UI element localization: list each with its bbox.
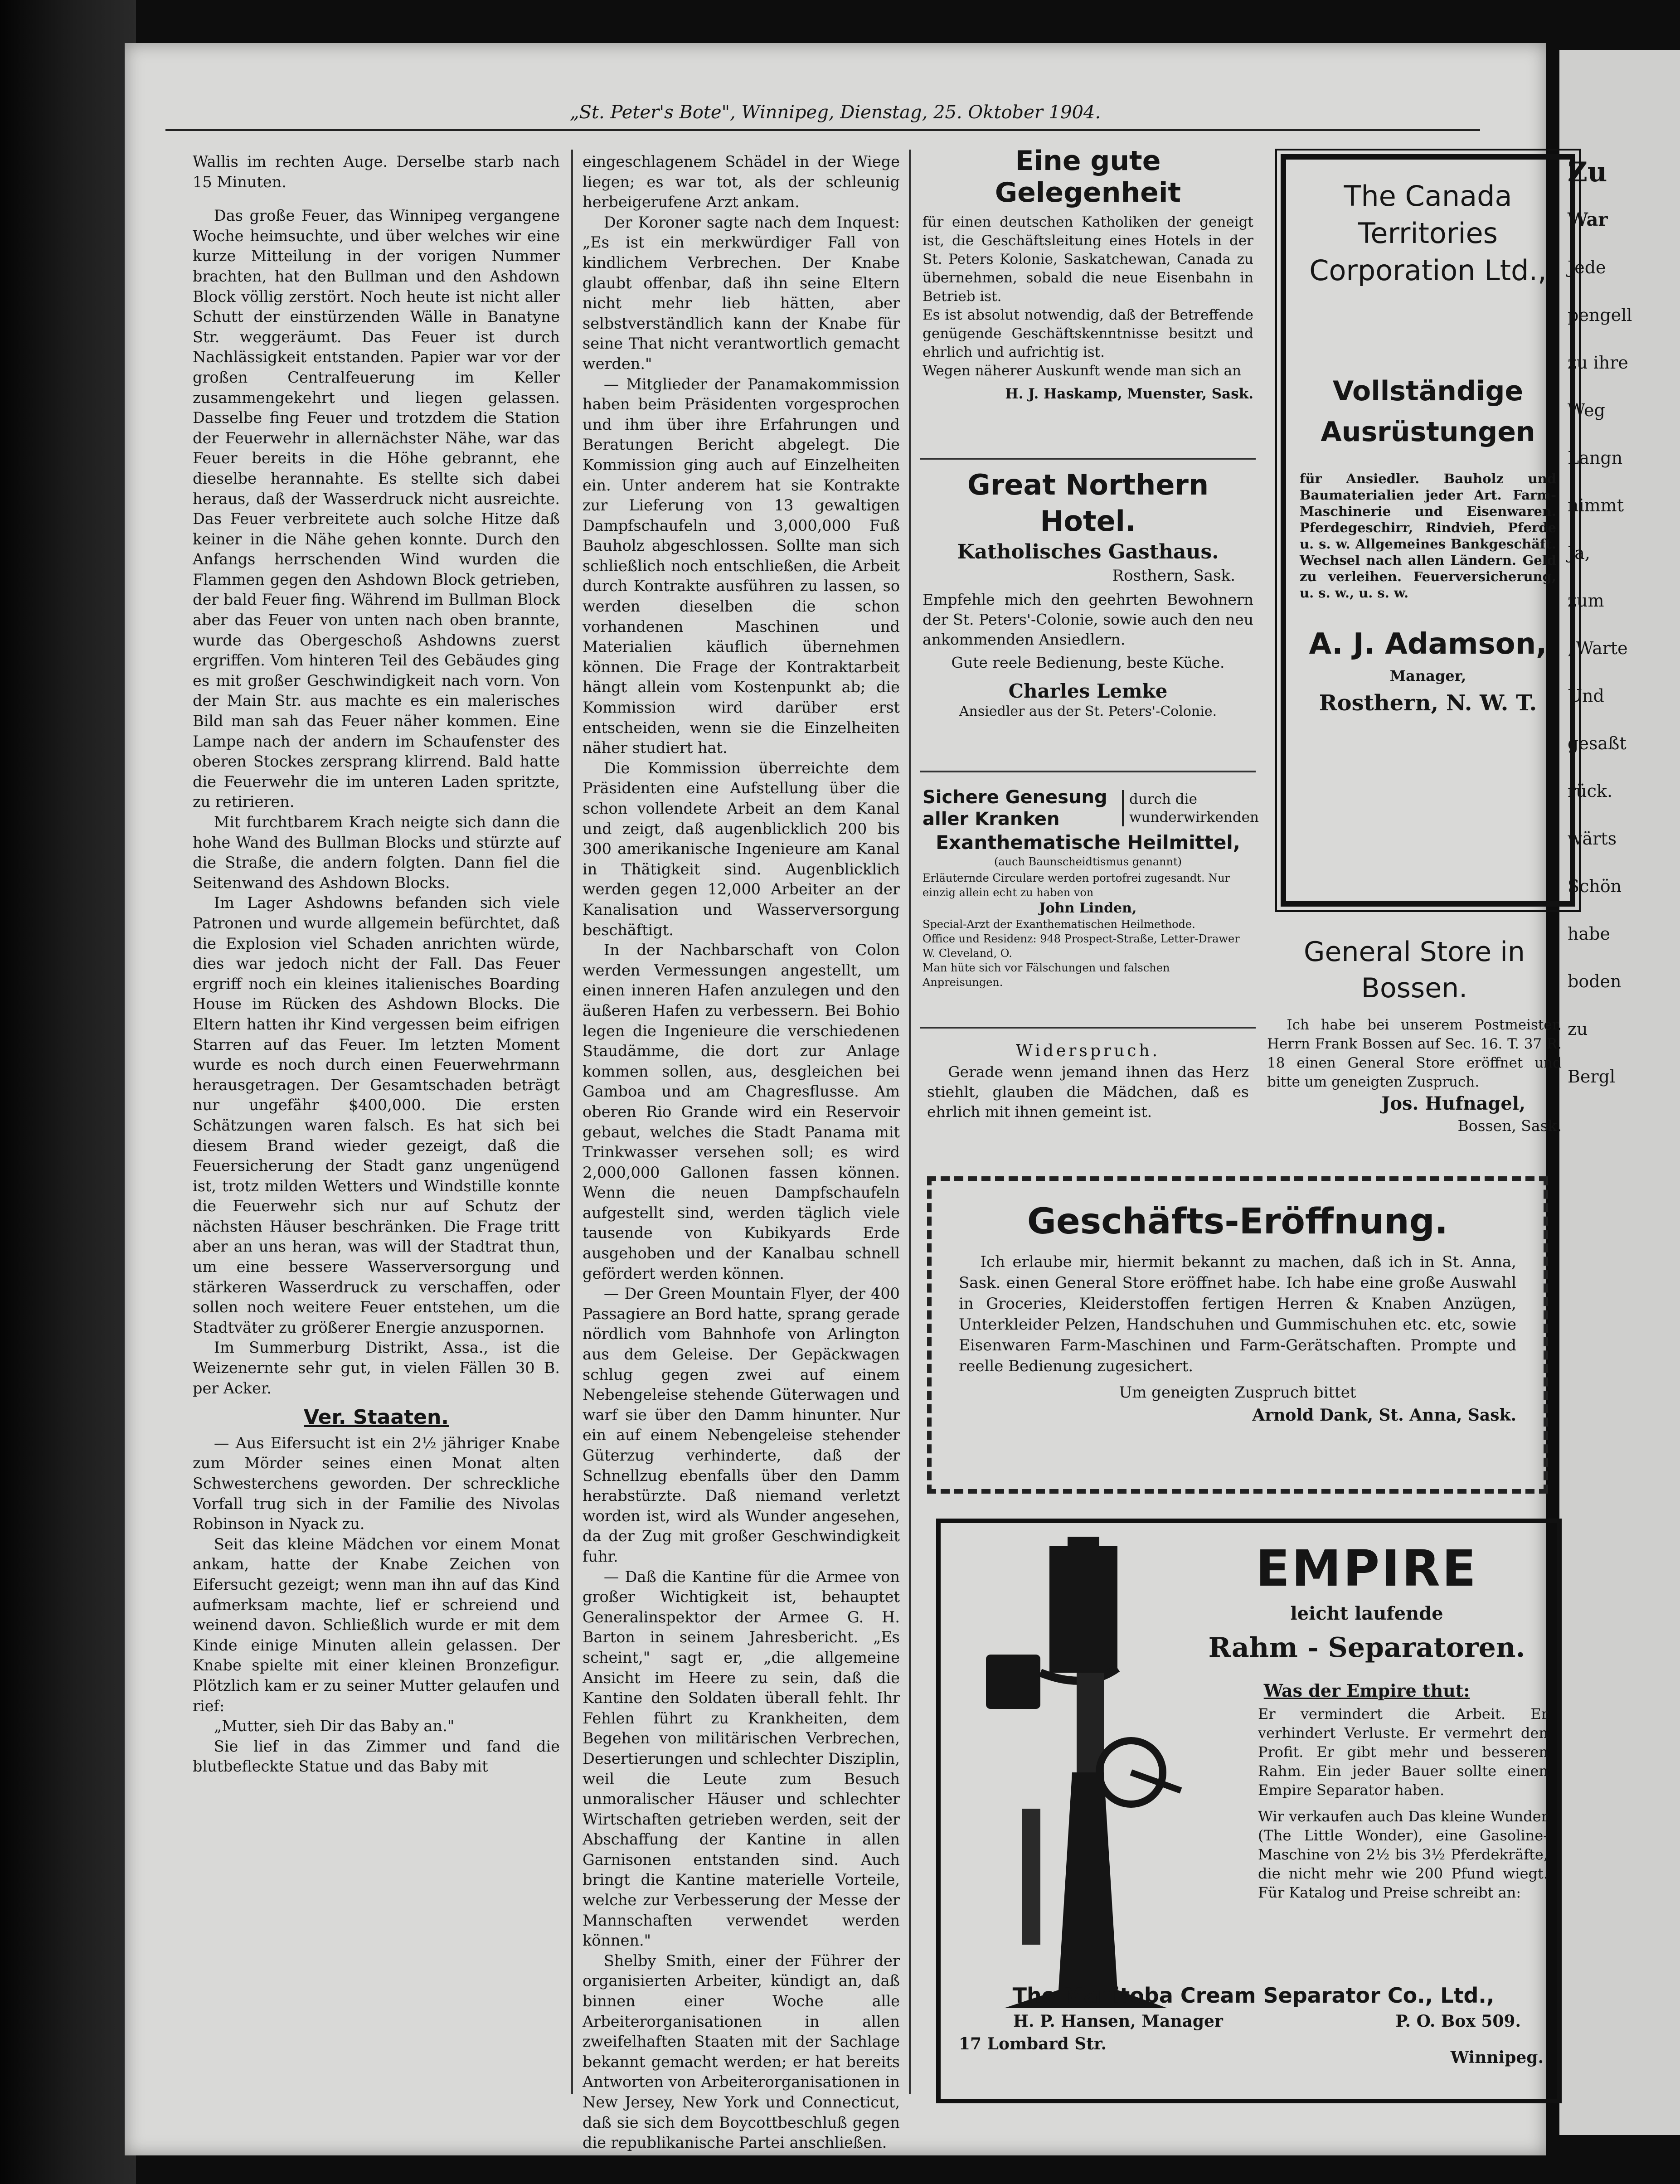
adjacent-page-line: boden xyxy=(1568,971,1622,991)
ad-place: Bossen, Sask. xyxy=(1457,1117,1562,1135)
ad-closing: Um geneigten Zuspruch bittet xyxy=(1119,1383,1356,1402)
adjacent-page-line: Und xyxy=(1568,686,1604,706)
ad-what: Was der Empire thut: xyxy=(1263,1680,1470,1701)
ad-text: Er vermindert die Arbeit. Er verhindert Verluste. Er vermehrt den Profit. Er gibt mehr und besseren Rahm. Ein jeder Bauer sollte einen Empire Separator haben. xyxy=(1258,1705,1548,1799)
separator-machine-icon xyxy=(968,1537,1204,2022)
ad-name: John Linden, xyxy=(1039,900,1137,916)
paragraph: Mit furchtbarem Krach neigte sich dann die hohe Wand des Bullman Blocks und stürzte auf die Straße, die andern folgten. Dann fiel die Seitenwand des Ashdown Blocks. xyxy=(193,813,560,892)
ad-side-text: durch die wunderwirkenden xyxy=(1122,790,1252,826)
ad-title: The Canada Territories Corporation Ltd., xyxy=(1309,180,1547,287)
ad-manager: H. P. Hansen, Manager xyxy=(1013,2012,1223,2031)
ad-gute-gelegenheit xyxy=(923,145,1253,453)
column-divider xyxy=(909,150,911,2094)
paragraph: In der Nachbarschaft von Colon werden Vermessungen angestellt, um einen inneren Hafen anzulegen und den äußeren Hafen zu verbessern. Bei Bohio legen die Ingenieure die verschiedenen Staudämme, die dort zur Anlage kommen sollen, aus, desgleichen bei Gamboa und am Chagresflusse. Am oberen Rio Grande wird ein Reservoir gebaut, welches die Stadt Panama mit Trinkwasser versehen soll; es wird 2,000,000 Gallonen fassen können. Wenn die neuen Dampfschaufeln aufgestellt sind, werden täglich viele tausende von Kubikyards Erde ausgehoben und der Kanalbau schnell gefördert werden können. xyxy=(583,941,900,1282)
ad-place: Rosthern, N. W. T. xyxy=(1319,690,1537,716)
item-text: Gerade wenn jemand ihnen das Herz stiehlt, glauben die Mädchen, daß es ehrlich mit ihnen gemeint ist. xyxy=(927,1063,1249,1121)
ad-signature: Arnold Dank, St. Anna, Sask. xyxy=(1252,1406,1516,1425)
book-binding xyxy=(0,0,136,2184)
paragraph: Seit das kleine Mädchen vor einem Monat ankam, hatte der Knabe Zeichen von Eifersucht gezeigt; wenn man ihn auf das Kind aufmerksam machte, lief er schreiend und weinend davon. Schließlich wurde er mit dem Kinde einige Minuten allein gelassen. Der Knabe spielte mit einer kleinen Bronzefigur. Plötzlich kam er zu seiner Mutter gelaufen und rief: xyxy=(193,1535,560,1715)
adjacent-page-line: wärts xyxy=(1568,829,1617,849)
paragraph: — Mitglieder der Panamakommission haben beim Präsidenten vorgesprochen und ihm über ihre Erfahrungen und Beratungen Bericht abgelegt. Die Kommission ging auch auf Einzelheiten ein. Unter anderem hat sie Kontrakte zur Lieferung von 13 gewaltigen Dampfschaufeln und 3,000,000 Fuß Bauholz abgeschlossen. Sollte man sich schließlich noch entschließen, die Arbeit durch Kontrakte ausführen zu lassen, so werden dieselben die schon vorhandenen Maschinen und Materialien käuflich übernehmen können. Die Frage der Kontraktarbeit hängt allein vom Kostenpunkt ab; die Kommission wird darüber erst entscheiden, wenn sie die Einzelheiten näher studiert hat. xyxy=(583,375,900,757)
ad-title: General Store in Bossen. xyxy=(1304,936,1525,1004)
ad-sub1: leicht laufende xyxy=(1290,1603,1443,1624)
ad-title: Geschäfts-Eröffnung. xyxy=(1027,1201,1448,1242)
ad-subtitle: Vollständige Ausrüstungen xyxy=(1321,375,1535,448)
ad-street: 17 Lombard Str. xyxy=(959,2034,1107,2053)
ad-title: Eine gute Gelegenheit xyxy=(995,145,1181,209)
ad-sichere-genesung xyxy=(923,786,1259,1022)
ad-title: Exanthematische Heilmittel, xyxy=(936,831,1240,854)
ad-text: für Ansiedler. Bauholz und Baumaterialien jeder Art. Farm-Maschinerie und Eisenwaren. Pferdegeschirr, Rindvieh, Pferde u. s. w. Allgemeines Bankgeschäft. Wechsel nach allen Ländern. Geld zu verleihen. Feuerversicherung, u. s. w., u. s. w. xyxy=(1300,471,1556,601)
adjacent-page-line: pengell xyxy=(1568,305,1632,325)
ad-line: Sichere Genesung xyxy=(923,787,1107,808)
adjacent-page-fragment xyxy=(1559,50,1680,2135)
ad-text: Ich habe bei unserem Postmeister, Herrn Frank Bossen auf Sec. 16. T. 37 R. 18 einen General Store eröffnet und bitte um geneigten Zuspruch. xyxy=(1267,1017,1562,1090)
adjacent-page-line: Jede xyxy=(1568,257,1606,277)
ad-text: für einen deutschen Katholiken der geneigt ist, die Geschäftsleitung eines Hotels in der St. Peters Kolonie, Saskatchewan, Canada zu übernehmen, sobald die neue Eisenbahn in Betrieb ist. xyxy=(923,214,1253,305)
ad-general-store-bossen xyxy=(1267,934,1562,1170)
ad-name: Jos. Hufnagel, xyxy=(1381,1093,1525,1114)
adjacent-page-line: habe xyxy=(1568,924,1610,944)
paragraph: „Mutter, sieh Dir das Baby an." xyxy=(214,1717,455,1735)
ad-city: Winnipeg. xyxy=(1450,2048,1544,2067)
adjacent-page-line: Weg xyxy=(1568,400,1605,420)
adjacent-page-line: rück. xyxy=(1568,781,1613,801)
ad-line: aller Kranken xyxy=(923,809,1060,830)
paragraph: Das große Feuer, das Winnipeg vergangene Woche heimsuchte, und über welches wir eine kurze Mitteilung in der vorigen Nummer brachten, hat den Bullman und den Ashdown Block völlig zerstört. Noch heute ist nicht aller Schutt der einstürzenden Wälle in Banatyne Str. weggeräumt. Das Feuer ist durch Nachlässigkeit entstanden. Papier war vor der großen Centralfeuerung im Keller zusammengekehrt und liegen gelassen. Dasselbe fing Feuer und trotzdem die Station der Feuerwehr in allernächster Nähe, war das Feuer bereits in die Höhe gebrannt, ehe dieselbe herannahte. Es stellte sich dabei heraus, daß der Wasserdruck nicht ausreichte. Das Feuer verbreitete auch solche Hitze daß keiner in die Nähe gehen konnte. Durch den Anfangs herrschenden Wind wurden die Flammen gegen den Ashdown Block getrieben, der bald Feuer fing. Während im Bullman Block aber das Feuer von unten nach oben brannte, wurde das Obergeschoß Ashdowns zuerst ergriffen. Vom hinteren Teil des Gebäudes ging es mit großer Geschwindigkeit nach vorn. Von der Main Str. aus machte es ein malerisches Bild man sah das Feuer näher kommen. Eine Lampe nach der andern im Schaufenster des oberen Stockes zersprang klirrend. Bald hatte die Feuerwehr die im unteren Laden spritzte, zu retirieren. xyxy=(193,207,560,811)
ad-sub2: Rahm - Separatoren. xyxy=(1208,1632,1525,1664)
ad-role: Manager, xyxy=(1389,667,1466,684)
paragraph: Die Kommission überreichte dem Präsidenten eine Aufstellung über die schon vollendete Arbeit an dem Kanal und zeigt, daß augenblicklich 200 bis 300 amerikanische Ingenieure am Kanal in Thätigkeit sind. Augenblicklich werden gegen 12,000 Arbeiter an der Kanalisation und Wasserversorgung beschäftigt. xyxy=(583,759,900,939)
ad-box: P. O. Box 509. xyxy=(1395,2012,1521,2031)
ad-text: Wegen näherer Auskunft wende man sich an xyxy=(923,363,1242,379)
ad-company: The Manitoba Cream Separator Co., Ltd., xyxy=(1012,1983,1495,2008)
ad-text: Empfehle mich den geehrten Bewohnern der St. Peters'-Colonie, sowie auch den neu ankommenden Ansiedlern. xyxy=(923,591,1253,648)
ad-name: A. J. Adamson, xyxy=(1309,627,1547,661)
adjacent-page-line: „Warte xyxy=(1568,638,1628,658)
adjacent-page-line: Zu xyxy=(1568,156,1607,188)
ad-role: Special-Arzt der Exanthematischen Heilmethode. xyxy=(923,918,1195,931)
adjacent-page-line: Schön xyxy=(1568,876,1622,896)
ad-geschaefts-eroeffnung xyxy=(927,1176,1548,1494)
ad-text: Ich erlaube mir, hiermit bekannt zu machen, daß ich in St. Anna, Sask. einen General Store eröffnet habe. Ich habe eine große Auswahl in Groceries, Kleiderstoffen fertigen Herren & Knaben Anzügen, Unterkleider Pelzen, Handschuhen und Gummischuhen etc. etc, sowie Eisenwaren Farm-Maschinen und Farm-Gerätschaften. Prompte und reelle Bedienung zugesichert. xyxy=(959,1253,1516,1375)
paragraph: Im Lager Ashdowns befanden sich viele Patronen und wurde allgemein befürchtet, daß die Explosion viel Schaden anrichten würde, dies war jedoch nicht der Fall. Das Feuer ergriff noch ein kleines italienisches Boarding House im Rücken des Ashdown Blocks. Die Eltern hatten ihr Kind vergessen beim eifrigen Starren auf das Feuer. Im letzten Moment wurde es noch durch einen Feuerwehrmann herausgetragen. Der Gesamtschaden beträgt nur ungefähr $400,000. Die ersten Schätzungen waren falsch. Es hat sich bei diesem Brand wieder gezeigt, daß die Feuersicherung der Stadt ganz ungenügend ist, trotz milden Wetters und Windstille konnte die Feuerwehr sich nur auf Schutz der nächsten Häuser beschränken. Die Frage tritt aber an uns heran, was will der Stadtrat thun, um eine bessere Wasserversorgung und stärkeren Wasserdruck zu verschaffen, oder sollen noch weitere Feuer entstehen, um die Stadtväter zu größerer Energie anzuspornen. xyxy=(193,894,560,1336)
paragraph: Shelby Smith, einer der Führer der organisierten Arbeiter, kündigt an, daß binnen einer Woche alle Arbeiterorganisationen in allen zweifelhaften Staaten mit der Sachlage bekannt gemacht werden; er hat bereits Antworten von Arbeiterorganisationen in New Jersey, New York und Connecticut, daß sie sich dem Boycottbeschluß gegen die republikanische Partei anschließen. xyxy=(583,1951,900,2152)
page-header: „St. Peter's Bote", Winnipeg, Dienstag, 25. Oktober 1904. xyxy=(569,102,1101,123)
ad-signature-sub: Ansiedler aus der St. Peters'-Colonie. xyxy=(959,704,1217,719)
column-divider xyxy=(571,150,573,2094)
ad-signature: Charles Lemke xyxy=(1008,680,1168,702)
adjacent-page-line: nimmt xyxy=(1568,495,1624,515)
paragraph: — Der Green Mountain Flyer, der 400 Passagiere an Bord hatte, sprang gerade nördlich vom Bahnhofe von Arlington aus dem Geleise. Der Gepäckwagen schlug gegen zwei auf einem Nebengeleise stehende Güterwagen und warf sie über den Damm hinunter. Nur ein auf einem Nebengeleise stehender Güterzug verhinderte, daß der Schnellzug ebenfalls über den Damm herabstürzte. Daß niemand verletzt worden ist, wird als Wunder angesehen, da der Zug mit großer Geschwindigkeit fuhr. xyxy=(583,1285,900,1565)
paragraph: Wallis im rechten Auge. Derselbe starb nach 15 Minuten. xyxy=(193,153,560,191)
adjacent-page-line: Bergl xyxy=(1568,1067,1616,1087)
column-2 xyxy=(583,152,900,2153)
ad-title: EMPIRE xyxy=(1256,1539,1478,1597)
adjacent-page-line: Ja, xyxy=(1568,543,1590,563)
newspaper-page xyxy=(125,43,1562,2155)
item-title: Widerspruch. xyxy=(1015,1042,1160,1060)
ad-signature: H. J. Haskamp, Muenster, Sask. xyxy=(1005,386,1253,402)
ad-place: Rosthern, Sask. xyxy=(1112,567,1235,585)
header-rule xyxy=(165,129,1480,131)
adjacent-page-line: gesaßt xyxy=(1568,733,1627,753)
ad-text: Erläuternde Circulare werden portofrei zugesandt. Nur einzig allein echt zu haben von xyxy=(923,872,1230,899)
adjacent-page-line: zu xyxy=(1568,1019,1588,1039)
ad-text: Es ist absolut notwendig, daß der Betreffende genügende Geschäftskenntnisse besitzt und ehrlich und aufrichtig ist. xyxy=(923,307,1253,360)
adjacent-page-line: Langn xyxy=(1568,448,1623,468)
adjacent-page-line: zu ihre xyxy=(1568,353,1628,373)
adjacent-page-line: War xyxy=(1568,209,1608,230)
item-widerspruch xyxy=(927,1040,1249,1158)
ad-divider xyxy=(920,458,1256,460)
ad-great-northern-hotel xyxy=(923,467,1253,757)
paragraph: — Aus Eifersucht ist ein 2½ jähriger Knabe zum Mörder seines einen Monat alten Schwesterchens geworden. Der schreckliche Vorfall trug sich in der Familie des Nivolas Robinson in Nyack zu. xyxy=(193,1434,560,1533)
ad-address: Office und Residenz: 948 Prospect-Straße, Letter-Drawer W. Cleveland, O. xyxy=(923,932,1240,960)
ad-canada-territories xyxy=(1281,154,1575,907)
paragraph: eingeschlagenem Schädel in der Wiege liegen; es war tot, als der schleunig herbeigerufene Arzt ankam. xyxy=(583,153,900,211)
paragraph: Der Koroner sagte nach dem Inquest: „Es ist ein merkwürdiger Fall von kindlichem Verbrechen. Der Knabe glaubt offenbar, daß ihn seine Eltern nicht mehr lieb hätten, aber selbstverständlich kann der Knabe für seine That nicht verantwortlich gemacht werden." xyxy=(583,213,900,373)
paragraph: — Daß die Kantine für die Armee von großer Wichtigkeit ist, behauptet Generalinspektor der Armee G. H. Barton in seinem Jahresbericht. „Es scheint," sagt er, „die allgemeine Ansicht im Heere zu sein, daß die Kantine den Soldaten überall fehlt. Ihr Fehlen führt zu Krankheiten, dem Begehen von militärischen Verbrechen, Desertierungen und schlechter Disziplin, weil die Leute zum Besuch unmoralischer Häuser und schlechter Wirtschaften getrieben werden, seit der Abschaffung der Kantine in allen Garnisonen entstanden sind. Auch bringt die Kantine materielle Vorteile, welche zur Verbesserung der Messe der Mannschaften verwendet werden können." xyxy=(583,1568,900,1950)
ad-sub: (auch Baunscheidtismus genannt) xyxy=(994,855,1182,868)
ad-text: Gute reele Bedienung, beste Küche. xyxy=(951,654,1225,671)
ad-divider xyxy=(920,771,1256,772)
ad-title: Great Northern Hotel. xyxy=(967,468,1209,538)
ad-text: Wir verkaufen auch Das kleine Wunder (The Little Wonder), eine Gasoline-Maschine von 2½ bis 3½ Pferdekräfte, die nicht mehr wie 200 Pfund wiegt. Für Katalog und Preise schreibt an: xyxy=(1258,1808,1548,1901)
ad-divider xyxy=(920,1027,1256,1029)
paragraph: Sie lief in das Zimmer und fand die blutbefleckte Statue und das Baby mit xyxy=(193,1737,560,1776)
ad-empire-separator xyxy=(936,1519,1562,2103)
adjacent-page-line: zum xyxy=(1568,591,1604,611)
ad-warning: Man hüte sich vor Fälschungen und falschen Anpreisungen. xyxy=(923,961,1170,989)
column-1 xyxy=(193,152,560,1777)
section-title: Ver. Staaten. xyxy=(304,1406,449,1429)
ad-subtitle: Katholisches Gasthaus. xyxy=(957,540,1219,563)
paragraph: Im Summerburg Distrikt, Assa., ist die Weizenernte sehr gut, in vielen Fällen 30 B. per Acker. xyxy=(193,1339,560,1397)
